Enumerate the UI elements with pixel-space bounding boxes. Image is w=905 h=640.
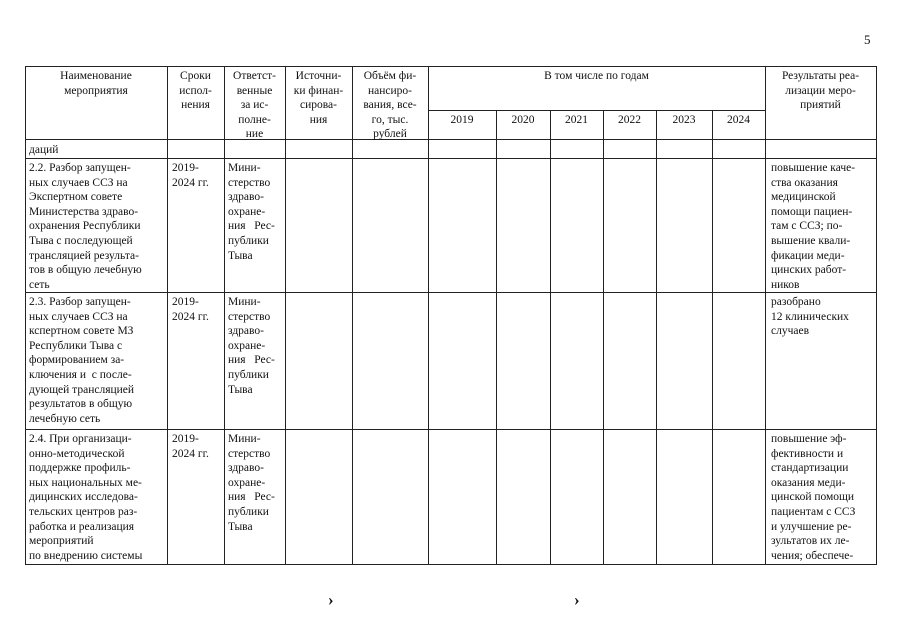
page-number: 5 — [864, 32, 871, 47]
header-terms: Сроки испол- нения — [179, 70, 212, 112]
col-line — [167, 66, 168, 565]
table-bottom-border — [25, 564, 876, 565]
row-2-2-results: повышение каче- ства оказания медицинской помощи пациен- там с ССЗ; по- вышение квали- фикации меди- цинских работ- ников — [771, 162, 856, 291]
col-line — [25, 66, 26, 565]
header-sources: Источни- ки финан- сирова- ния — [293, 70, 344, 126]
col-line — [496, 110, 497, 565]
years-subheader-line — [428, 110, 765, 111]
col-line — [712, 110, 713, 565]
row-separator — [25, 429, 876, 430]
row-2-3-results: разобрано 12 клинических случаев — [771, 296, 849, 338]
header-volume: Объём фи- нансиро- вания, все- го, тыс. рублей — [363, 70, 417, 141]
continuation-text: даций — [29, 144, 59, 156]
header-bottom-line — [25, 139, 876, 140]
header-year-2022: 2022 — [618, 114, 641, 126]
row-2-4-results: повышение эф- фективности и стандартизации оказания меди- цинской помощи пациентам с ССЗ и улучшение ре- зультатов их ле- чения; обеспече- — [771, 433, 856, 562]
row-2-3-responsible: Мини- стерство здраво- охране- ния Рес- публики Тыва — [228, 296, 275, 396]
header-year-2019: 2019 — [450, 114, 474, 126]
header-by-years: В том числе по годам — [544, 70, 649, 82]
col-line — [550, 110, 551, 565]
row-2-4-terms: 2019- 2024 гг. — [172, 433, 209, 460]
header-year-2023: 2023 — [672, 114, 696, 126]
col-line — [876, 66, 877, 565]
header-name: Наименование мероприятия — [60, 70, 132, 97]
continuation-bottom-line — [25, 158, 876, 159]
row-2-4-name: 2.4. При организаци- онно-методической поддержке профиль- ных национальных ме- дицинских исследова- тельских центров раз- работка и реализация мероприятий по внедрению системы — [29, 433, 143, 562]
row-2-2-name: 2.2. Разбор запущен- ных случаев ССЗ на Экспертном совете Министерства здраво- охранения Республики Тыва с последующей трансляцией результа- тов в общую лечебную сеть — [29, 162, 142, 291]
row-2-2-terms: 2019- 2024 гг. — [172, 162, 209, 189]
row-2-4-responsible: Мини- стерство здраво- охране- ния Рес- публики Тыва — [228, 433, 275, 533]
col-line — [603, 110, 604, 565]
header-responsible: Ответст- венные за ис- полне- ние — [233, 70, 276, 141]
row-2-2-responsible: Мини- стерство здраво- охране- ния Рес- публики Тыва — [228, 162, 275, 262]
col-line — [765, 66, 766, 565]
header-year-2021: 2021 — [565, 114, 588, 126]
col-line — [656, 110, 657, 565]
header-results: Результаты реа- лизации меро- приятий — [781, 70, 860, 112]
header-year-2020: 2020 — [511, 114, 535, 126]
header-year-2024: 2024 — [727, 114, 750, 126]
row-2-3-name: 2.3. Разбор запущен- ных случаев ССЗ на кспертном совете МЗ Республики Тыва с формированием за- ключения и с после- дующей трансляцией результатов в общую лечебную сеть — [29, 296, 135, 425]
scan-mark: › — [574, 590, 580, 609]
scan-mark: › — [328, 590, 334, 609]
table-top-border — [25, 66, 876, 67]
row-separator — [25, 292, 876, 293]
col-line — [285, 66, 286, 565]
row-2-3-terms: 2019- 2024 гг. — [172, 296, 209, 323]
col-line — [428, 66, 429, 565]
